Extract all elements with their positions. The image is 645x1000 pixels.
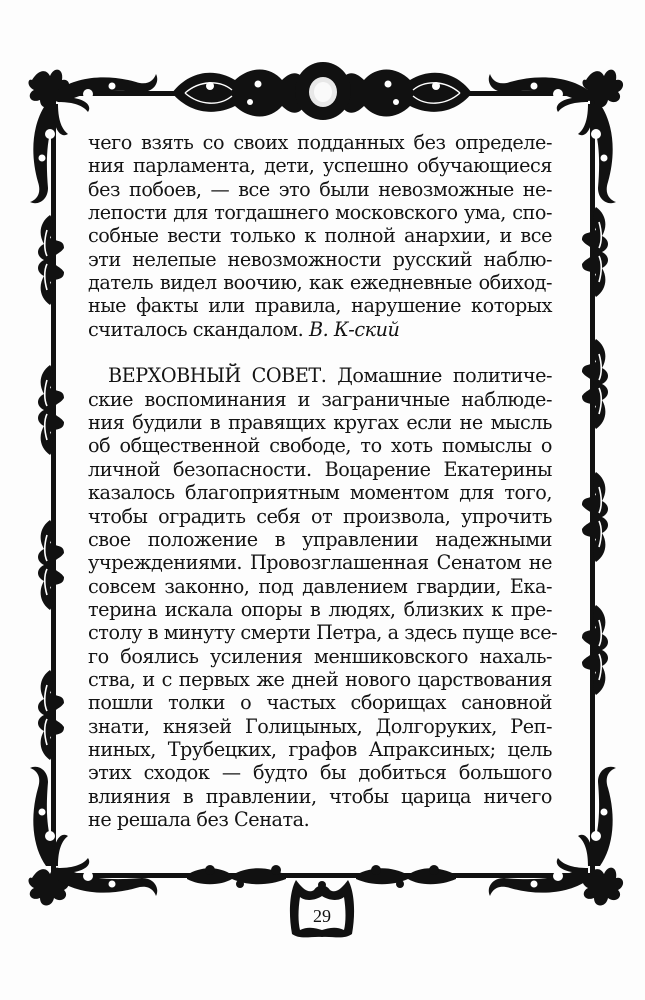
text-line: влияния в правлении, чтобы царица ничего: [88, 784, 552, 808]
text-line: знати, князей Голицыных, Долгоруких, Реп-: [88, 714, 552, 738]
text-line: этих сходок — будто бы добиться большого: [88, 761, 552, 785]
text-line: ские воспоминания и заграничные наблюде-: [88, 387, 552, 411]
text-line: личной безопасности. Воцарение Екатерины: [88, 457, 552, 481]
text-line: не решала без Сената.: [88, 807, 310, 831]
text-line: ниных, Трубецких, графов Апраксиных; цель: [88, 737, 552, 761]
paragraph-2: [88, 364, 558, 831]
frame-bottom-line: [51, 873, 595, 878]
text-line: учреждениями. Провозглашенная Сенатом не: [88, 551, 552, 575]
text-line: терина искала опоры в людях, близких к пре-: [88, 597, 552, 621]
text-line: ния будили в правящих кругах если не мысль: [88, 411, 552, 435]
text-line-signed: [88, 318, 552, 341]
text-line: совсем законно, под давлением гвардии, Ека-: [88, 574, 552, 598]
text-fragment: Домашние политиче-: [337, 364, 553, 388]
paragraph-gap: [88, 341, 552, 364]
text-line: датель видел воочию, как ежедневные обиход-: [88, 271, 552, 295]
text-line: без побоев, — все это были невозможные не-: [88, 177, 552, 201]
paragraph-1: [88, 131, 552, 341]
frame-left-line: [51, 91, 56, 878]
text-line: казалось благоприятным моментом для того,: [88, 481, 552, 505]
text-line: пошли толки о частых сборищах сановной: [88, 691, 552, 715]
page-number: 29: [313, 906, 331, 926]
text-line: ния парламента, дети, успешно обучающиеся: [88, 154, 552, 178]
text-line: собные вести только к полной анархии, и все: [88, 224, 552, 248]
text-line: чтобы оградить себя от произвола, упрочить: [88, 504, 552, 528]
text-line: ные факты или правила, нарушение которых: [88, 294, 552, 318]
text-line-first: [88, 364, 552, 387]
text-line: го боялись усиления меншиковского нахаль-: [88, 644, 552, 668]
text-line: чего взять со своих подданных без определе-: [88, 131, 552, 154]
text-line: об общественной свободе, то хоть помыслы о: [88, 434, 552, 458]
text-line: столу в минуту смерти Петра, а здесь пуще все-: [88, 621, 558, 645]
author-signature: В. К-ский: [308, 317, 400, 341]
text-fragment: считалось скандалом.: [88, 317, 304, 341]
text-line: эти нелепые невозможности русский наблю-: [88, 247, 552, 271]
section-heading: ВЕРХОВНЫЙ СОВЕТ.: [108, 364, 327, 388]
text-line: свое положение в управлении надежными: [88, 527, 552, 551]
text-line: ства, и с первых же дней нового царствования: [88, 667, 552, 691]
text-line: лепости для тогдашнего московского ума, спо-: [88, 201, 552, 225]
top-medallion-ornament: [172, 62, 472, 120]
page-text: [88, 131, 558, 831]
